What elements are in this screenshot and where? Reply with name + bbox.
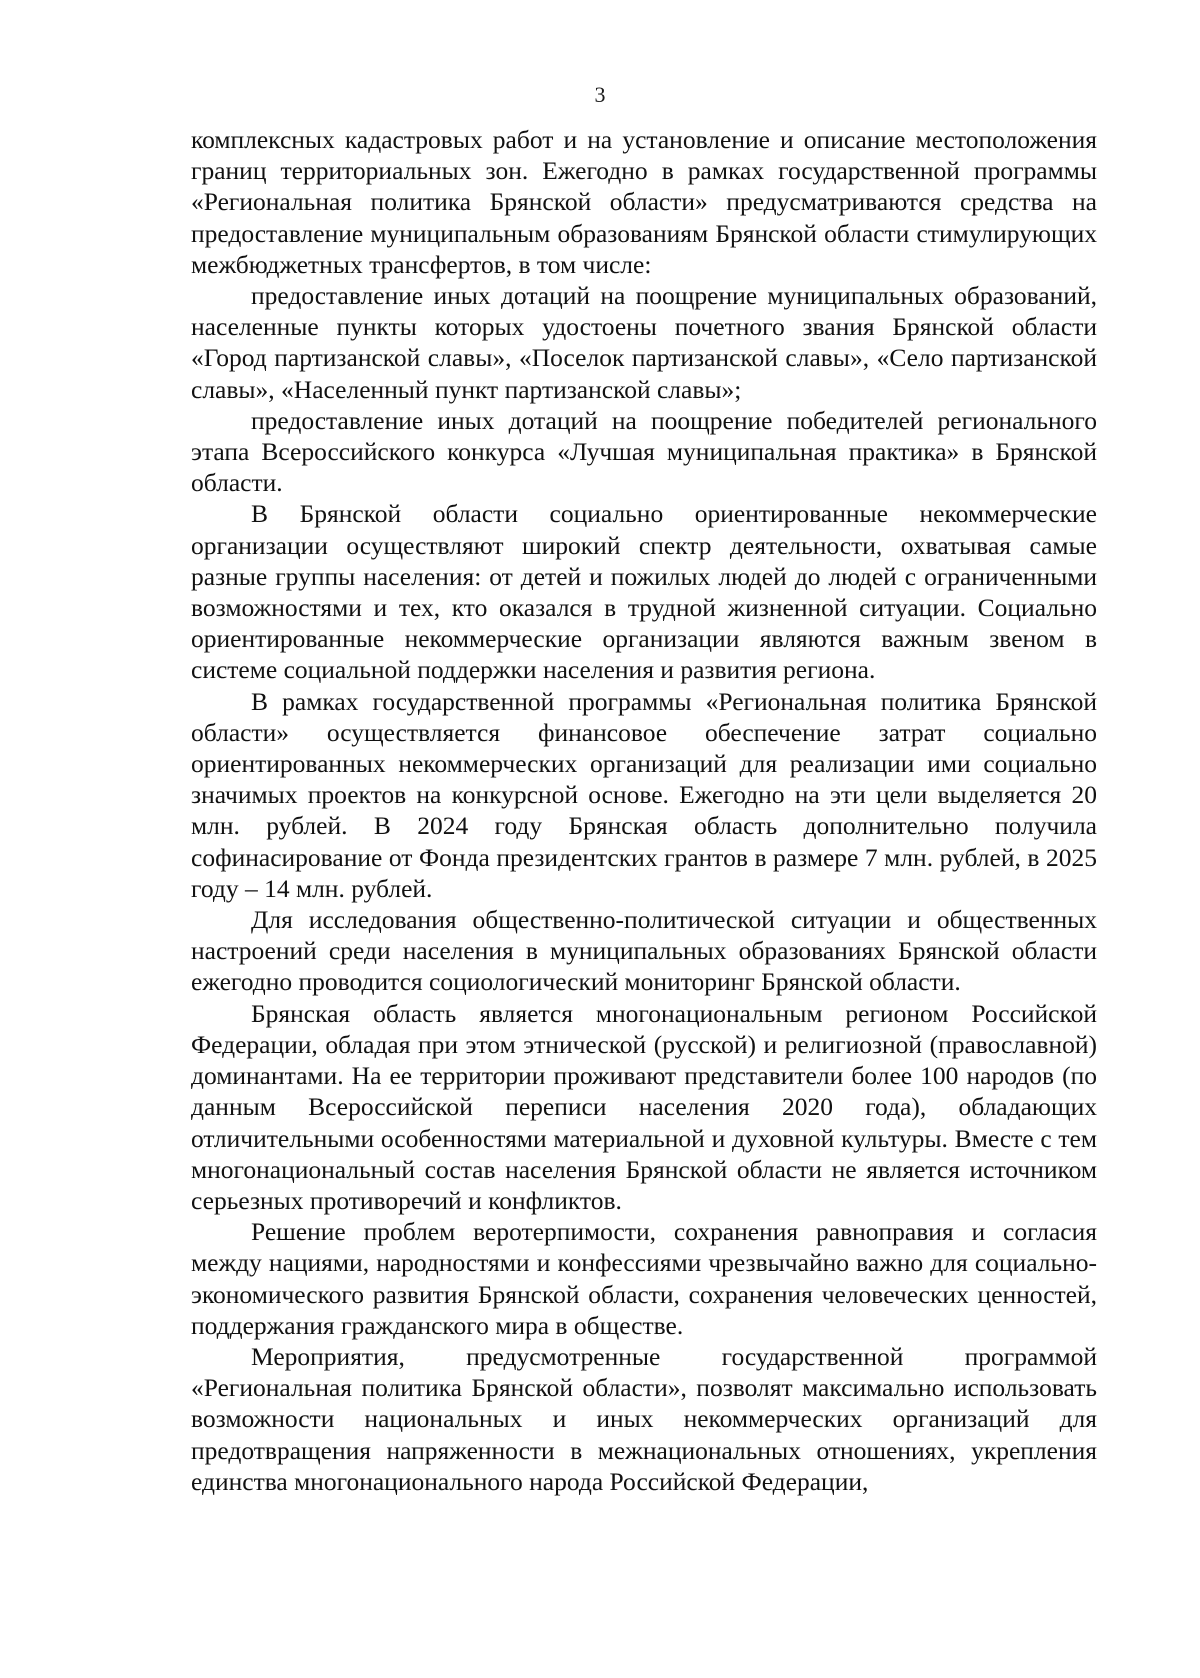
paragraph: Брянская область является многонациональным регионом Российской Федерации, обладая при этом этнической (русской) и религиозной (православной) доминантами. На ее территории проживают представители более 100 народов (по данным Всероссийской переписи населения 2020 года), обладающих отличительными особенностями материальной и духовной культуры. Вместе с тем многонациональный состав населения Брянской области не является источником серьезных противоречий и конфликтов. (191, 998, 1097, 1215)
document-body (191, 124, 1097, 1497)
paragraph: Для исследования общественно-политической ситуации и общественных настроений среди населения в муниципальных образованиях Брянской области ежегодно проводится социологический мониторинг Брянской области. (191, 905, 1097, 997)
paragraph: Мероприятия, предусмотренные государственной программой «Региональная политика Брянской области», позволят максимально использовать возможности национальных и иных некоммерческих организаций для предотвращения напряженности в межнациональных отношениях, укрепления единства многонационального народа Российской Федерации, (191, 1341, 1097, 1496)
page-number: 3 (594, 82, 606, 107)
paragraph-continuation: комплексных кадастровых работ и на установление и описание местоположения границ территориальных зон. Ежегодно в рамках государственной программы «Региональная политика Брянской области» предусматриваются средства на предоставление муниципальным образованиям Брянской области стимулирующих межбюджетных трансфертов, в том числе: (191, 125, 1097, 279)
paragraph: предоставление иных дотаций на поощрение победителей регионального этапа Всероссийского конкурса «Лучшая муниципальная практика» в Брянской области. (191, 405, 1097, 498)
paragraph: В рамках государственной программы «Региональная политика Брянской области» осуществляется финансовое обеспечение затрат социально ориентированных некоммерческих организаций для реализации ими социально значимых проектов на конкурсной основе. Ежегодно на эти цели выделяется 20 млн. рублей. В 2024 году Брянская область дополнительно получила софинасирование от Фонда президентских грантов в размере 7 млн. рублей, в 2025 году – 14 млн. рублей. (191, 686, 1097, 903)
paragraph: В Брянской области социально ориентированные некоммерческие организации осуществляют широкий спектр деятельности, охватывая самые разные группы населения: от детей и пожилых людей до людей с ограниченными возможностями и тех, кто оказался в трудной жизненной ситуации. Социально ориентированные некоммерческие организации являются важным звеном в системе социальной поддержки населения и развития региона. (191, 499, 1097, 685)
paragraph: Решение проблем веротерпимости, сохранения равноправия и согласия между нациями, народностями и конфессиями чрезвычайно важно для социально-экономического развития Брянской области, сохранения человеческих ценностей, поддержания гражданского мира в обществе. (191, 1217, 1097, 1340)
paragraph: предоставление иных дотаций на поощрение муниципальных образований, населенные пункты которых удостоены почетного звания Брянской области «Город партизанской славы», «Поселок партизанской славы», «Село партизанской славы», «Населенный пункт партизанской славы»; (191, 281, 1097, 404)
